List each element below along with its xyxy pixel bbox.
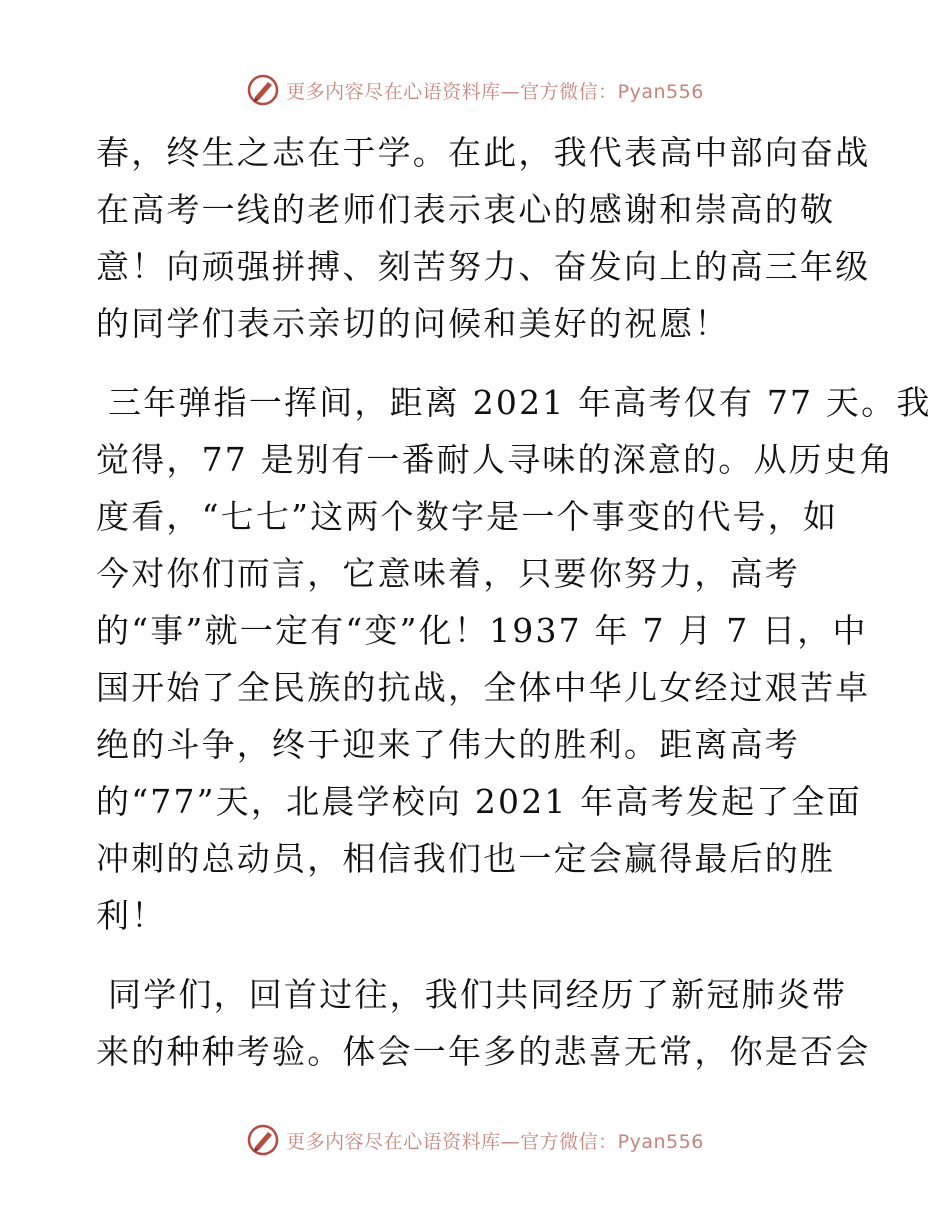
text-line: 国开始了全民族的抗战，全体中华儿女经过艰苦卓 <box>96 668 871 707</box>
text-line: 在高考一线的老师们表示衷心的感谢和崇高的敬 <box>96 190 836 229</box>
pen-logo-icon <box>246 73 280 107</box>
paragraph-2 <box>96 374 932 944</box>
text-line: 的“事”就一定有“变”化！1937 年 7 月 7 日，中 <box>96 611 868 650</box>
text-line: 来的种种考验。体会一年多的悲喜无常，你是否会 <box>96 1032 871 1071</box>
text-line: 春，终生之志在于学。在此，我代表高中部向奋战 <box>96 133 871 172</box>
text-line: 的“77”天，北晨学校向 2021 年高考发起了全面 <box>96 782 862 821</box>
paragraph-1 <box>96 124 871 352</box>
pen-logo-icon <box>246 1123 280 1157</box>
text-line: 今对你们而言，它意味着，只要你努力，高考 <box>96 554 800 593</box>
text-line: 利！ <box>96 896 167 935</box>
paragraph-3 <box>96 966 871 1080</box>
header-watermark <box>0 70 950 110</box>
text-line: 三年弹指一挥间，距离 2021 年高考仅有 77 天。我 <box>108 383 932 422</box>
text-line: 觉得，77 是别有一番耐人寻味的深意的。从历史角 <box>96 440 895 479</box>
text-line: 度看，“七七”这两个数字是一个事变的代号，如 <box>96 497 839 536</box>
document-body <box>96 124 932 1080</box>
footer-watermark <box>0 1120 950 1160</box>
text-line: 意！向顽强拼搏、刻苦努力、奋发向上的高三年级 <box>96 247 871 286</box>
text-line: 绝的斗争，终于迎来了伟大的胜利。距离高考 <box>96 725 800 764</box>
watermark-text: 更多内容尽在心语资料库—官方微信：Pyan556 <box>286 80 704 103</box>
text-line: 同学们，回首过往，我们共同经历了新冠肺炎带 <box>108 975 848 1014</box>
watermark-text: 更多内容尽在心语资料库—官方微信：Pyan556 <box>286 1130 704 1153</box>
text-line: 冲刺的总动员，相信我们也一定会赢得最后的胜 <box>96 839 836 878</box>
text-line: 的同学们表示亲切的问候和美好的祝愿！ <box>96 304 730 343</box>
